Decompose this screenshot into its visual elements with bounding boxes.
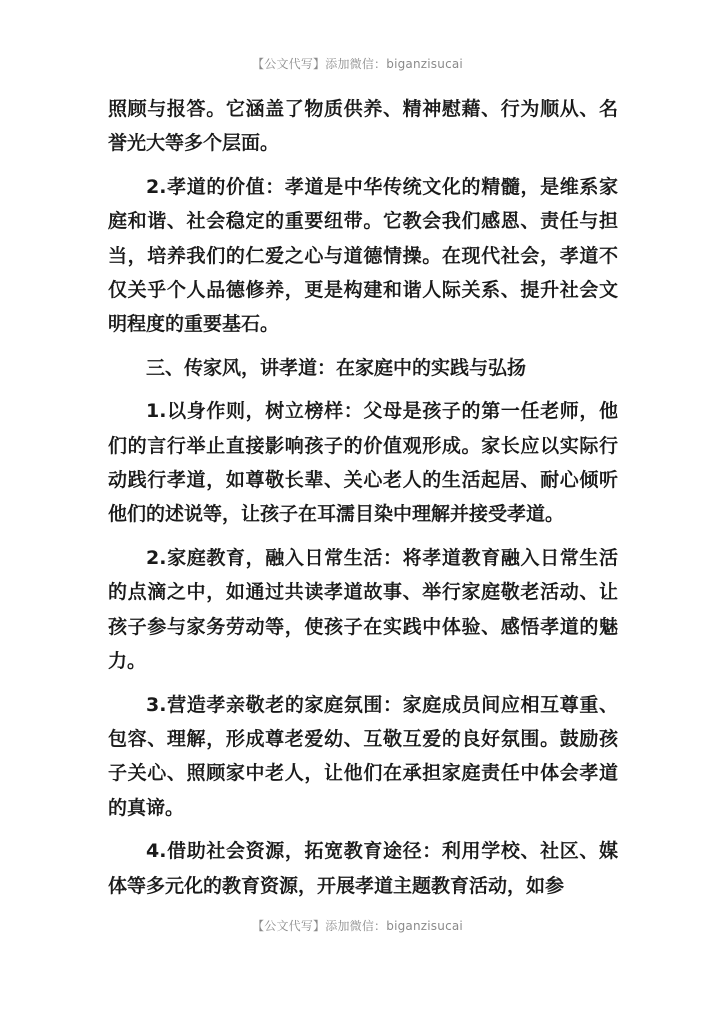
- header-watermark: 【公文代写】添加微信：biganzisucai: [252, 57, 463, 71]
- section-heading-3: 三、传家风，讲孝道：在家庭中的实践与弘扬: [146, 356, 527, 379]
- document-body: [108, 92, 618, 912]
- paragraph-value-of-filial-piety: 2.孝道的价值：孝道是中华传统文化的精髓，是维系家庭和谐、社会稳定的重要纽带。它教会我们感恩、责任与担当，培养我们的仁爱之心与道德情操。在现代社会，孝道不仅关乎个人品德修养，更是构建和谐人际关系、提升社会文明程度的重要基石。: [108, 175, 618, 336]
- paragraph-family-education: 2.家庭教育，融入日常生活：将孝道教育融入日常生活的点滴之中，如通过共读孝道故事、举行家庭敬老活动、让孩子参与家务劳动等，使孩子在实践中体验、感悟孝道的魅力。: [108, 546, 618, 673]
- paragraph-lead-by-example: 1.以身作则，树立榜样：父母是孩子的第一任老师，他们的言行举止直接影响孩子的价值观形成。家长应以实际行动践行孝道，如尊敬长辈、关心老人的生活起居、耐心倾听他们的述说等，让孩子在耳濡目染中理解并接受孝道。: [108, 400, 618, 526]
- footer-watermark: 【公文代写】添加微信：biganzisucai: [252, 919, 463, 933]
- paragraph-family-atmosphere: 3.营造孝亲敬老的家庭氛围：家庭成员间应相互尊重、包容、理解，形成尊老爱幼、互敬互爱的良好氛围。鼓励孩子关心、照顾家中老人，让他们在承担家庭责任中体会孝道的真谛。: [108, 693, 618, 819]
- paragraph-continuation: 照顾与报答。它涵盖了物质供养、精神慰藉、行为顺从、名誉光大等多个层面。: [108, 98, 618, 155]
- paragraph-social-resources: 4.借助社会资源，拓宽教育途径：利用学校、社区、媒体等多元化的教育资源，开展孝道主题教育活动，如参: [108, 840, 618, 897]
